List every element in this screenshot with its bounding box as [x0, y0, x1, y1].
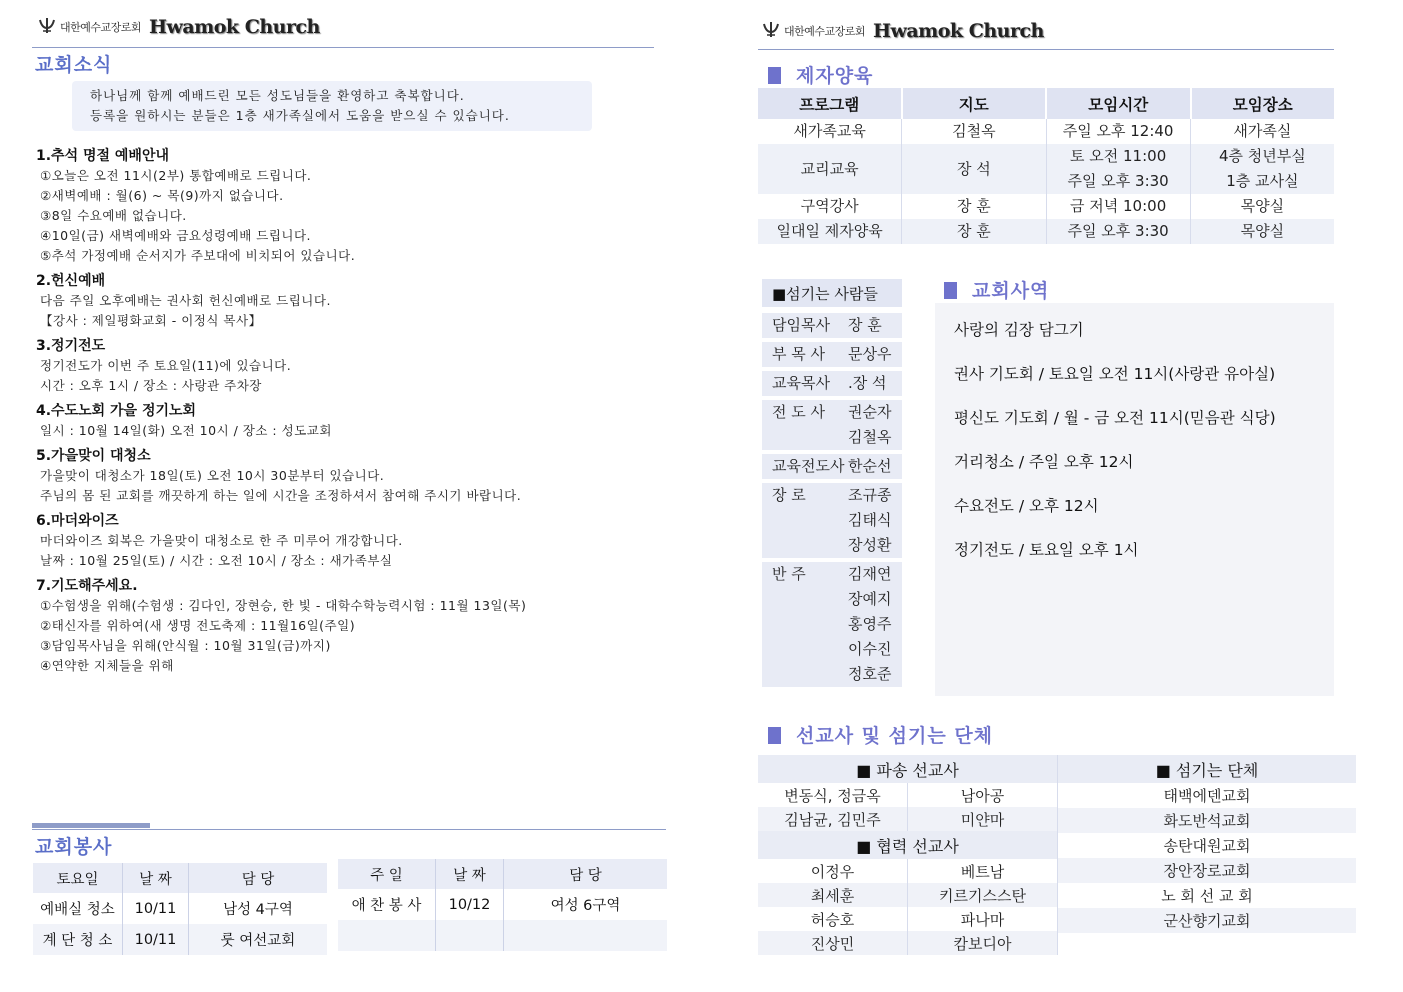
- servant-name: 문상우: [848, 345, 892, 363]
- table-row: [758, 119, 1334, 144]
- square-bullet-icon: [944, 282, 957, 299]
- table-cell: [1191, 194, 1334, 219]
- table-row: [33, 893, 327, 924]
- cell-line: 금 저녁 10:00: [1070, 197, 1167, 215]
- notice-line: 마더와이즈 회복은 가을맞이 대청소로 한 주 미루어 개강합니다.: [40, 533, 403, 548]
- notice-item: [36, 336, 636, 396]
- groups-title: ■ 섬기는 단체: [1058, 755, 1356, 783]
- missionary-row: [758, 907, 1058, 931]
- service-title: 교회봉사: [35, 836, 113, 858]
- notice-title: 3.정기전도: [36, 338, 106, 354]
- notice-title: 4.수도노회 가을 정기노회: [36, 403, 197, 419]
- servant-role: 교육전도사: [772, 457, 845, 475]
- cell-line: 주일 오후 3:30: [1067, 222, 1169, 240]
- table-row: [758, 144, 1334, 194]
- welcome-line: 하나님께 함께 예배드린 모든 성도님들을 환영하고 축복합니다.: [90, 88, 465, 103]
- missionary-row: [758, 783, 1058, 807]
- notice-item: [36, 146, 636, 266]
- table-cell: [1191, 144, 1334, 194]
- header-rule: [32, 47, 654, 48]
- church-logo-icon: [38, 16, 56, 38]
- sent-missionaries-title: ■ 파송 선교사: [758, 755, 1058, 783]
- missionary-row: [758, 931, 1058, 955]
- table-cell: 애 찬 봉 사: [338, 889, 436, 920]
- discipleship-title-text: 제자양육: [796, 65, 874, 87]
- mission-title: [768, 721, 993, 748]
- table-cell: [758, 119, 902, 144]
- servant-name: 장예지: [848, 590, 892, 608]
- missionary-country: 남아공: [908, 783, 1058, 807]
- square-bullet-icon: [768, 67, 781, 84]
- notice-line: ③담임목사님을 위해(안식월 : 10월 31일(금)까지): [40, 638, 331, 653]
- servant-name: 권순자: [848, 403, 892, 421]
- header-cell: 프로그램: [758, 88, 903, 119]
- notice-line: 정기전도가 이번 주 토요일(11)에 있습니다.: [40, 358, 292, 373]
- servant-group: [762, 313, 902, 338]
- header-rule: [758, 49, 1334, 50]
- missionary-name: 최세훈: [758, 883, 908, 907]
- table-cell: [902, 194, 1046, 219]
- cell-line: 일대일 제자양육: [776, 222, 883, 240]
- table-cell: 10/11: [123, 924, 189, 955]
- notice-title: 6.마더와이즈: [36, 513, 119, 529]
- table-cell: [1047, 144, 1191, 194]
- notice-line: 날짜 : 10월 25일(토) / 시간 : 오전 10시 / 장소 : 새가족부실: [40, 553, 393, 568]
- table-header: [758, 88, 1334, 119]
- missionary-name: 이정우: [758, 859, 908, 883]
- servant-role: 반 주: [772, 565, 806, 583]
- cell-line: 구역강사: [800, 197, 859, 215]
- ministry-item: 평신도 기도회 / 월 - 금 오전 11시(믿음관 식당): [954, 409, 1276, 427]
- servants-list: [762, 279, 902, 691]
- cell-line: 4층 청년부실: [1218, 147, 1306, 165]
- notice-line: 일시 : 10월 14일(화) 오전 10시 / 장소 : 성도교회: [40, 423, 332, 438]
- notice-line: ④연약한 지체들을 위해: [40, 658, 174, 673]
- header-cell: 담 당: [569, 867, 602, 884]
- group-item: 송탄대원교회: [1163, 837, 1251, 855]
- servants-title: ■섬기는 사람들: [762, 279, 902, 307]
- service-table-saturday: [33, 863, 327, 955]
- welcome-box: [72, 81, 592, 131]
- servant-names: [848, 313, 882, 338]
- table-cell: [758, 194, 902, 219]
- table-cell: 10/11: [123, 893, 189, 924]
- servant-names: [848, 454, 891, 479]
- notice-line: ⑤추석 가정예배 순서지가 주보대에 비치되어 있습니다.: [40, 248, 356, 263]
- notice-line: ①오늘은 오전 11시(2부) 통합예배로 드립니다.: [40, 168, 312, 183]
- table-cell: [338, 920, 436, 951]
- table-row: [338, 920, 667, 951]
- group-item: 노 회 선 교 회: [1161, 887, 1253, 905]
- servant-name: 정호준: [848, 665, 892, 683]
- table-cell: [436, 920, 504, 951]
- servant-name: 김태식: [848, 511, 892, 529]
- square-bullet-icon: [768, 727, 781, 744]
- service-rule: [32, 829, 666, 830]
- ministry-item: 정기전도 / 토요일 오후 1시: [954, 541, 1139, 559]
- header-cell: 날 짜: [123, 863, 189, 893]
- table-row: [758, 194, 1334, 219]
- group-item: 군산향기교회: [1058, 908, 1356, 933]
- header-cell: 지도: [903, 88, 1048, 119]
- missionary-name: 변동식, 정금옥: [758, 783, 908, 807]
- cell-line: 토 오전 11:00: [1070, 147, 1167, 165]
- table-cell: [1047, 194, 1191, 219]
- table-header: [33, 863, 327, 893]
- missionary-row: [758, 883, 1058, 907]
- missionary-name: 진상민: [758, 931, 908, 955]
- mission-title-text: 선교사 및 섬기는 단체: [796, 725, 994, 747]
- group-item: 화도반석교회: [1058, 808, 1356, 833]
- table-cell: [1191, 119, 1334, 144]
- notices-list: [36, 146, 636, 681]
- table-cell: [758, 219, 902, 244]
- missionary-country: 키르기스스탄: [908, 883, 1058, 907]
- missionary-country: 베트남: [908, 859, 1058, 883]
- servant-names: [848, 400, 891, 450]
- servant-names: [848, 483, 891, 558]
- servant-role: 장 로: [772, 486, 806, 504]
- table-cell: 룻 여선교회: [220, 933, 296, 949]
- cell-line: 목양실: [1240, 197, 1285, 215]
- news-title: 교회소식: [35, 54, 113, 76]
- servant-role: 담임목사: [772, 316, 830, 334]
- notice-line: ②태신자를 위하여(새 생명 전도축제 : 11월16일(주일): [40, 618, 356, 633]
- notice-line: ①수험생을 위해(수험생 : 김다인, 장현승, 한 빛 - 대학수학능력시험 : 11월 13일(목): [40, 598, 527, 613]
- servant-role: 전 도 사: [772, 403, 826, 421]
- servant-name: 장성환: [848, 536, 892, 554]
- notice-title: 7.기도해주세요.: [36, 578, 138, 594]
- servant-name: 이수진: [848, 640, 892, 658]
- cell-line: 김철옥: [952, 122, 996, 140]
- missionaries-column: [758, 755, 1058, 955]
- servant-name: 조규종: [848, 486, 892, 504]
- missionary-country: 캄보디아: [908, 931, 1058, 955]
- servant-name: 김재연: [848, 565, 892, 583]
- servant-group: [762, 371, 902, 396]
- missionary-country: 미얀마: [908, 807, 1058, 831]
- header-cell: 모임시간: [1047, 88, 1192, 119]
- table-cell: 계 단 청 소: [33, 924, 123, 955]
- missionary-row: [758, 859, 1058, 883]
- ministry-title: [944, 276, 1049, 303]
- servant-role: 부 목 사: [772, 345, 826, 363]
- missionary-name: 허승호: [758, 907, 908, 931]
- service-rule-accent: [32, 823, 150, 828]
- header-denomination: 대한예수교장로회: [60, 21, 142, 34]
- table-cell: [902, 119, 1046, 144]
- servant-name: .장 석: [848, 374, 887, 392]
- notice-item: [36, 446, 636, 506]
- servant-name: 김철옥: [848, 428, 892, 446]
- servant-name: 홍영주: [848, 615, 892, 633]
- servant-group: [762, 562, 902, 687]
- cell-line: 목양실: [1240, 222, 1285, 240]
- table-cell: [902, 144, 1046, 194]
- notice-item: [36, 576, 636, 676]
- header-church-name: Hwamok Church: [149, 16, 320, 38]
- header-church-name: Hwamok Church: [873, 20, 1044, 42]
- table-cell: [758, 144, 902, 194]
- notice-title: 1.추석 명절 예배안내: [36, 148, 169, 164]
- cell-line: 교리교육: [800, 159, 859, 178]
- cell-line: 장 훈: [957, 197, 991, 215]
- right-header: [762, 19, 1044, 43]
- servant-names: [848, 562, 891, 687]
- group-item: 장안장로교회: [1058, 858, 1356, 883]
- table-cell: [1047, 119, 1191, 144]
- missionary-name: 김남균, 김민주: [758, 807, 908, 831]
- servant-group: [762, 342, 902, 367]
- notice-line: 【강사 : 제일평화교회 - 이정식 목사】: [40, 313, 262, 328]
- ministry-title-text: 교회사역: [972, 280, 1050, 302]
- table-cell: [1047, 219, 1191, 244]
- missionary-row: [758, 807, 1058, 831]
- church-logo-icon: [762, 20, 780, 42]
- notice-line: 주님의 몸 된 교회를 깨끗하게 하는 일에 시간을 조정하셔서 참여해 주시기 바랍니다.: [40, 488, 522, 503]
- notice-line: ②새벽예배 : 월(6) ~ 목(9)까지 없습니다.: [40, 188, 284, 203]
- notice-title: 5.가을맞이 대청소: [36, 448, 151, 464]
- ministry-item: 거리청소 / 주일 오후 12시: [954, 453, 1134, 471]
- servant-role: 교육목사: [772, 374, 830, 392]
- service-table-sunday: [338, 859, 667, 951]
- cell-line: 장 석: [957, 159, 991, 178]
- servant-group: [762, 483, 902, 558]
- cell-line: 주일 오후 3:30: [1067, 172, 1169, 190]
- header-cell: 담 당: [241, 871, 275, 888]
- notice-line: 시간 : 오후 1시 / 장소 : 사랑관 주차장: [40, 378, 262, 393]
- table-row: [338, 889, 667, 920]
- header-cell: 주 일: [338, 859, 436, 889]
- notice-item: [36, 271, 636, 331]
- notice-line: ④10일(금) 새벽예배와 금요성령예배 드립니다.: [40, 228, 312, 243]
- servant-group: [762, 454, 902, 479]
- ministry-item: 사랑의 김장 담그기: [954, 321, 1084, 339]
- coop-missionaries-title: ■ 협력 선교사: [758, 831, 1058, 859]
- header-cell: 모임장소: [1232, 95, 1293, 114]
- cell-line: 새가족교육: [793, 122, 866, 140]
- table-cell: 예배실 청소: [33, 893, 123, 924]
- table-cell: 10/12: [436, 889, 504, 920]
- servant-name: 장 훈: [848, 316, 882, 334]
- table-row: [33, 924, 327, 955]
- notice-title: 2.헌신예배: [36, 273, 106, 289]
- cell-line: 장 훈: [957, 222, 991, 240]
- notice-item: [36, 401, 636, 441]
- groups-column: [1058, 755, 1356, 955]
- table-cell: [1191, 219, 1334, 244]
- welcome-line: 등록을 원하시는 분들은 1층 새가족실에서 도움을 받으실 수 있습니다.: [90, 108, 510, 123]
- mission-table: [758, 755, 1356, 955]
- header-cell: 토요일: [33, 863, 123, 893]
- header-denomination: 대한예수교장로회: [784, 25, 866, 38]
- left-header: [38, 15, 320, 39]
- missionary-country: 파나마: [908, 907, 1058, 931]
- cell-line: 주일 오후 12:40: [1062, 122, 1174, 140]
- ministry-item: 수요전도 / 오후 12시: [954, 497, 1099, 515]
- table-cell: 남성 4구역: [223, 902, 293, 918]
- table-cell: [902, 219, 1046, 244]
- ministry-item: 권사 기도회 / 토요일 오전 11시(사랑관 유아실): [954, 365, 1276, 383]
- table-row: [758, 219, 1334, 244]
- ministry-box: [935, 303, 1334, 696]
- discipleship-table: [758, 88, 1334, 244]
- table-cell: [504, 920, 667, 951]
- notice-line: 다음 주일 오후예배는 권사회 헌신예배로 드립니다.: [40, 293, 331, 308]
- servant-group: [762, 400, 902, 450]
- discipleship-title: [768, 61, 873, 88]
- cell-line: 새가족실: [1233, 122, 1292, 140]
- table-header: [338, 859, 667, 889]
- cell-line: 1층 교사실: [1226, 172, 1299, 190]
- group-item: 태백에덴교회: [1163, 787, 1251, 805]
- servant-name: 한순선: [848, 457, 892, 475]
- notice-line: ③8일 수요예배 없습니다.: [40, 208, 187, 223]
- notice-item: [36, 511, 636, 571]
- table-cell: 여성 6구역: [550, 898, 621, 914]
- header-cell: 날 짜: [436, 859, 504, 889]
- servant-names: [848, 371, 887, 396]
- servant-names: [848, 342, 891, 367]
- notice-line: 가을맞이 대청소가 18일(토) 오전 10시 30분부터 있습니다.: [40, 468, 385, 483]
